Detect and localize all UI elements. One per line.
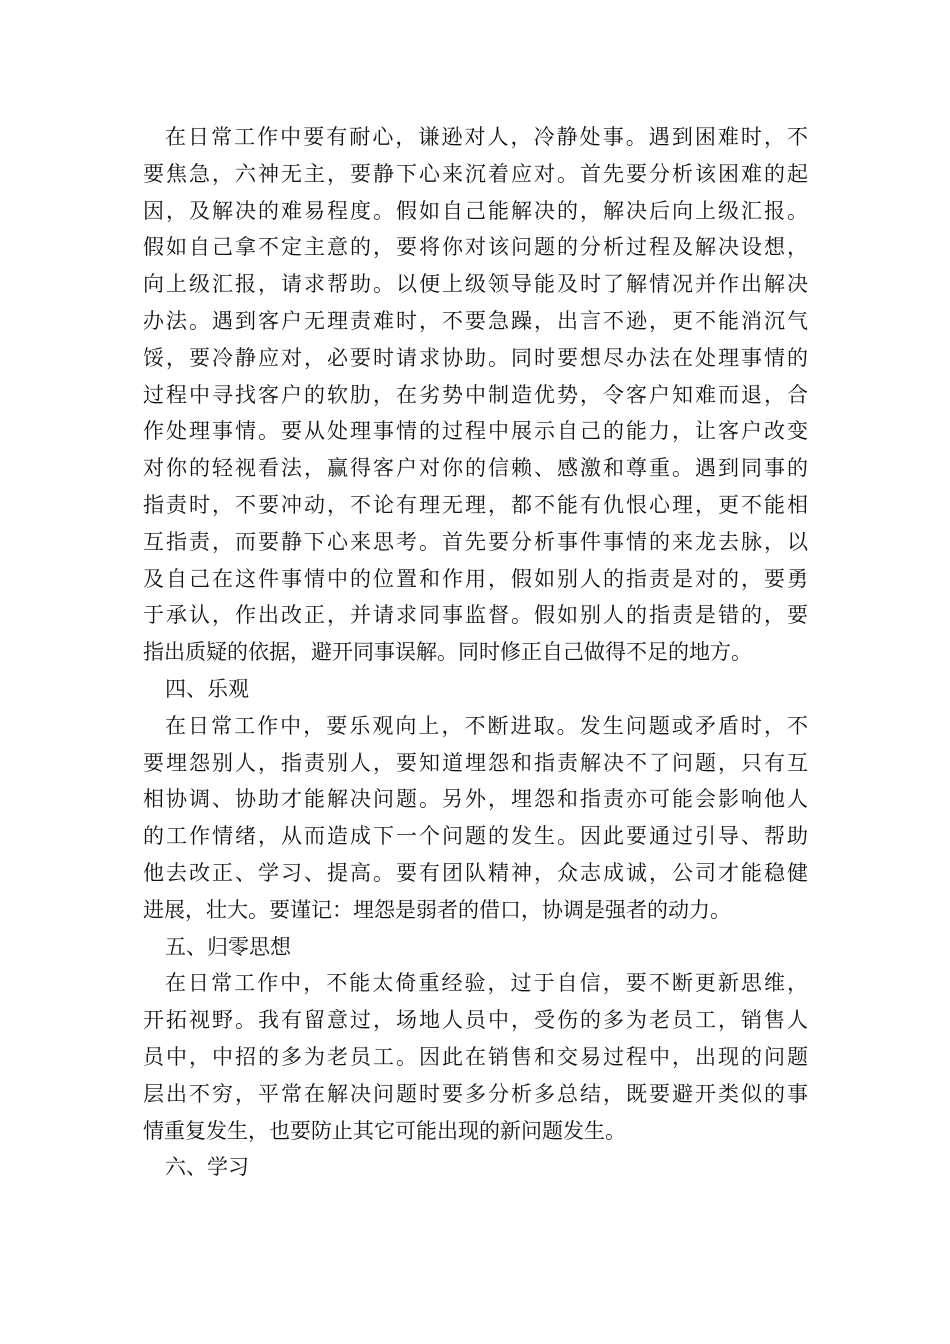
text-line: 办法。遇到客户无理责难时，不要急躁，出言不逊，更不能消沉气 xyxy=(143,308,808,333)
text-line: 他去改正、学习、提高。要有团队精神，众志成诚，公司才能稳健 xyxy=(143,860,808,885)
text-line: 于承认，作出改正，并请求同事监督。假如别人的指责是错的，要 xyxy=(143,603,808,628)
text-line: 层出不穷，平常在解决问题时要多分析多总结，既要避开类似的事 xyxy=(143,1081,808,1106)
text-line: 因，及解决的难易程度。假如自己能解决的，解决后向上级汇报。 xyxy=(143,198,808,223)
text-line: 及自己在这件事情中的位置和作用，假如别人的指责是对的，要勇 xyxy=(143,566,808,591)
document-page xyxy=(143,119,808,1186)
text-line: 向上级汇报，请求帮助。以便上级领导能及时了解情况并作出解决 xyxy=(143,272,808,297)
text-line: 在日常工作中，要乐观向上，不断进取。发生问题或矛盾时，不 xyxy=(165,713,808,738)
text-line: 对你的轻视看法，赢得客户对你的信赖、感激和尊重。遇到同事的 xyxy=(143,456,808,481)
paragraph-optimism xyxy=(143,708,808,929)
paragraph-zero-mindset xyxy=(143,965,808,1149)
section-heading-optimism: 四、乐观 xyxy=(165,676,249,701)
text-line: 馁，要冷静应对，必要时请求协助。同时要想尽办法在处理事情的 xyxy=(143,345,808,370)
text-line: 情重复发生，也要防止其它可能出现的新问题发生。 xyxy=(143,1118,626,1143)
text-line: 员中，中招的多为老员工。因此在销售和交易过程中，出现的问题 xyxy=(143,1044,808,1069)
text-line: 的工作情绪，从而造成下一个问题的发生。因此要通过引导、帮助 xyxy=(143,824,808,849)
text-line: 假如自己拿不定主意的，要将你对该问题的分析过程及解决设想， xyxy=(143,235,808,260)
text-line: 要埋怨别人，指责别人，要知道埋怨和指责解决不了问题，只有互 xyxy=(143,750,808,775)
text-line: 指出质疑的依据，避开同事误解。同时修正自己做得不足的地方。 xyxy=(143,640,752,665)
text-line: 开拓视野。我有留意过，场地人员中，受伤的多为老员工，销售人 xyxy=(143,1008,808,1033)
text-line: 相协调、协助才能解决问题。另外，埋怨和指责亦可能会影响他人 xyxy=(143,787,808,812)
paragraph-patience xyxy=(143,119,808,671)
text-line: 在日常工作中要有耐心，谦逊对人，冷静处事。遇到困难时，不 xyxy=(165,125,808,149)
text-line: 作处理事情。要从处理事情的过程中展示自己的能力，让客户改变 xyxy=(143,419,808,444)
text-line: 在日常工作中，不能太倚重经验，过于自信，要不断更新思维， xyxy=(165,971,808,996)
text-line: 过程中寻找客户的软肋，在劣势中制造优势，令客户知难而退，合 xyxy=(143,382,808,407)
text-line: 要焦急，六神无主，要静下心来沉着应对。首先要分析该困难的起 xyxy=(143,161,808,186)
section-heading-zero-mindset: 五、归零思想 xyxy=(165,934,291,959)
text-line: 指责时，不要冲动，不论有理无理，都不能有仇恨心理，更不能相 xyxy=(143,492,808,517)
section-heading-learning: 六、学习 xyxy=(165,1155,249,1180)
text-line: 进展，壮大。要谨记：埋怨是弱者的借口，协调是强者的动力。 xyxy=(143,897,731,922)
text-line: 互指责，而要静下心来思考。首先要分析事件事情的来龙去脉，以 xyxy=(143,529,808,554)
